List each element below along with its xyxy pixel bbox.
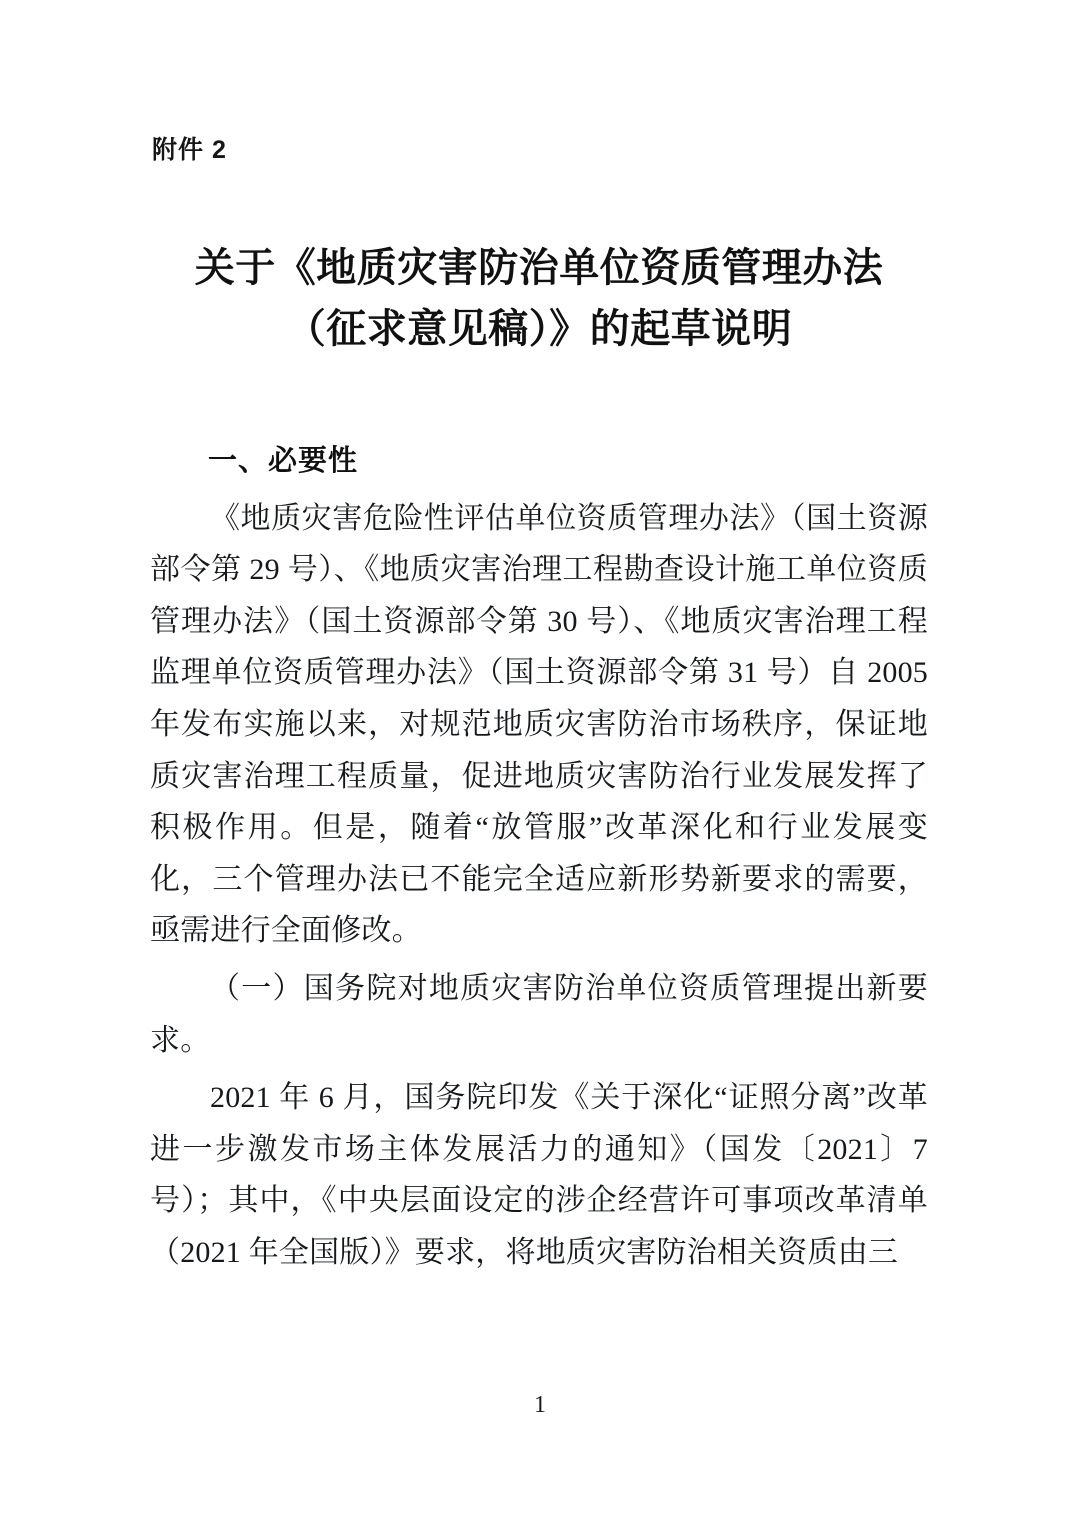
page-title	[150, 238, 928, 360]
page-title-line-1: 关于《地质灾害防治单位资质管理办法	[194, 245, 884, 290]
paragraph-1: 《地质灾害危险性评估单位资质管理办法》（国土资源部令第 29 号）、《地质灾害治理工程勘查设计施工单位资质管理办法》（国土资源部令第 30 号）、《地质灾害治理工程监理单位资质管理办法》（国土资源部令第 31 号）自 2005 年发布实施以来，对规范地质灾害防治市场秩序，保证地质灾害治理工程质量，促进地质灾害防治行业发展发挥了积极作用。但是，随着“放管服”改革深化和行业发展变化，三个管理办法已不能完全适应新形势新要求的需要，亟需进行全面修改。	[150, 501, 928, 948]
page-title-line-2: （征求意见稿）》的起草说明	[285, 305, 793, 351]
attachment-label: 附件 2	[152, 136, 227, 164]
paragraph-3: 2021 年 6 月，国务院印发《关于深化“证照分离”改革进一步激发市场主体发展活力的通知》（国发〔2021〕7 号）；其中，《中央层面设定的涉企经营许可事项改革清单（2021 年全国版）》要求，将地质灾害防治相关资质由三	[150, 1081, 928, 1269]
document-body	[150, 130, 928, 1279]
paragraph-2: （一）国务院对地质灾害防治单位资质管理提出新要求。	[150, 971, 928, 1057]
page-number: 1	[534, 1392, 546, 1418]
section-heading-necessity: 一、必要性	[208, 444, 359, 477]
